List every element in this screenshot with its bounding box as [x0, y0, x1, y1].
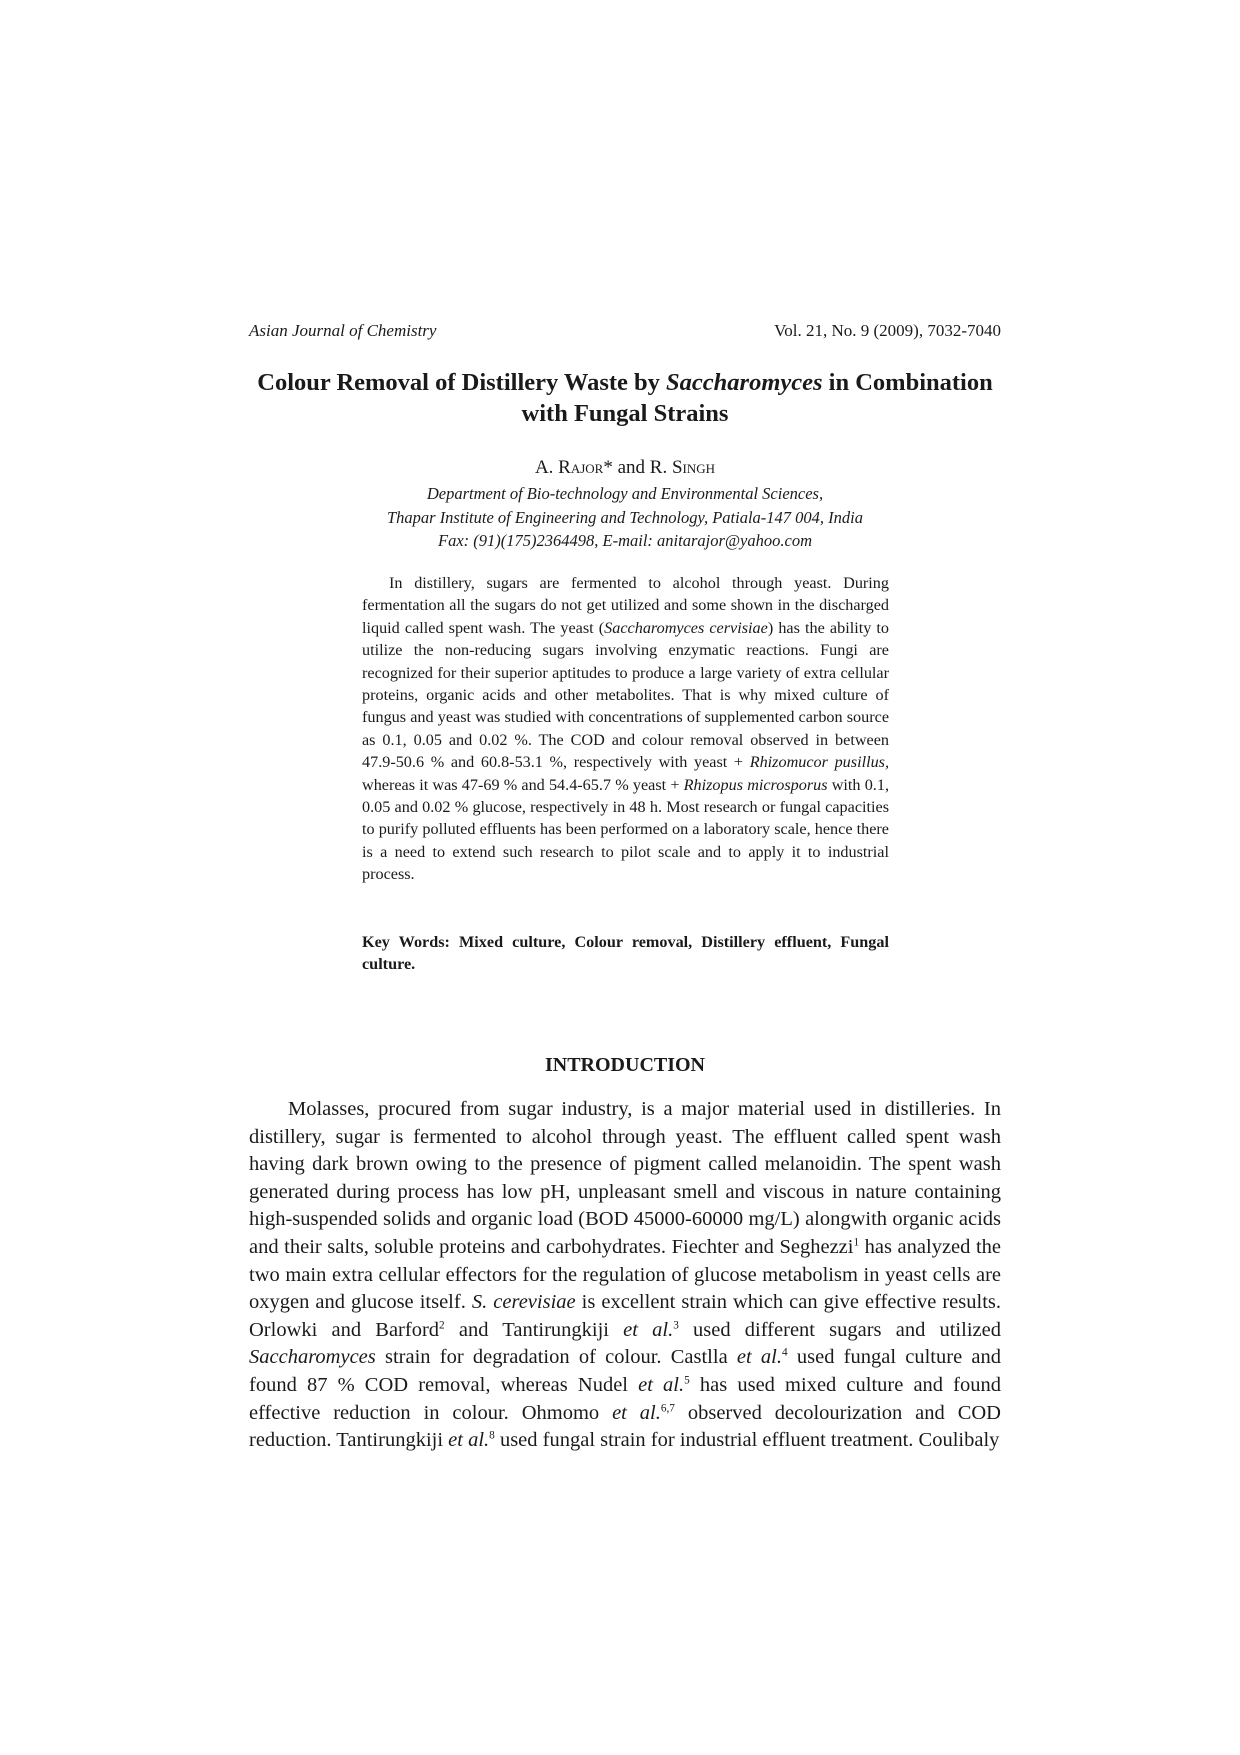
citation-ref: 3 — [673, 1319, 679, 1332]
title-part: in Combination with Fungal Strains — [521, 369, 993, 427]
et-al: et al. — [448, 1429, 490, 1452]
author-initial: A. — [534, 457, 559, 478]
body-text: strain for degradation of colour. Castlla — [375, 1346, 737, 1369]
author-list — [249, 456, 1001, 480]
abstract-species: Saccharomyces cervisiae — [604, 618, 768, 637]
abstract-text: with 0.1, 0.05 and 0.02 % glucose, respectively in 48 h. Most research or fungal capacities to purify polluted effluents has been performed on a laboratory scale, hence there is a need to extend such research to pilot scale and to apply it to industrial process. — [362, 775, 889, 884]
et-al: et al. — [638, 1373, 685, 1396]
body-text: used fungal culture and found 87 % COD removal, whereas Nudel — [249, 1346, 1001, 1396]
body-text: Molasses, procured from sugar industry, is a major material used in distilleries. In distillery, sugar is fermented to alcohol through yeast. The effluent called spent wash having dark brown owing to the presence of pigment called melanoidin. The spent wash generated during process has low pH, unpleasant smell and viscous in nature containing high-suspended solids and organic load (BOD 45000-60000 mg/L) alongwith organic acids and their salts, soluble proteins and carbohydrates. Fiechter and Seghezzi — [249, 1098, 1001, 1258]
body-text: used fungal strain for industrial effluent treatment. Coulibaly — [494, 1429, 1000, 1452]
corresponding-mark: * — [603, 457, 613, 478]
author-initial: R. — [649, 457, 672, 478]
body-text: used different sugars and utilized — [678, 1318, 1001, 1341]
et-al: et al. — [623, 1318, 674, 1341]
body-text: observed decolourization and COD reduction. Tantirungkiji — [249, 1401, 1001, 1452]
abstract — [362, 572, 889, 886]
species-name: Saccharomyces — [249, 1346, 376, 1369]
author-conjunction: and — [612, 457, 650, 478]
citation-ref: 5 — [684, 1374, 690, 1387]
affiliation — [249, 482, 1001, 553]
abstract-species: Rhizopus microsporus — [683, 775, 828, 794]
affiliation-line: Thapar Institute of Engineering and Technology, Patiala-147 004, India — [386, 507, 864, 527]
introduction-paragraph — [249, 1096, 1001, 1455]
journal-name: Asian Journal of Chemistry — [249, 321, 437, 340]
citation-ref: 2 — [439, 1319, 445, 1332]
section-heading: INTRODUCTION — [544, 1054, 706, 1076]
body-text: has used mixed culture and found effective reduction in colour. Ohmomo — [249, 1373, 1002, 1424]
author-surname: Rajor — [558, 457, 604, 478]
title-part: Colour Removal of Distillery Waste by — [257, 369, 667, 396]
abstract-text: whereas it was 47-69 % and 54.4-65.7 % yeast + — [362, 775, 684, 794]
title-italic-part: Saccharomyces — [666, 369, 823, 396]
et-al: et al. — [736, 1346, 782, 1369]
citation-ref: 6,7 — [660, 1402, 675, 1415]
body-text: is excellent strain which can give effective results. Orlowki and Barford — [249, 1291, 1001, 1341]
et-al: et al. — [612, 1401, 661, 1424]
abstract-species: Rhizomucor pusillus, — [749, 753, 890, 772]
citation-ref: 1 — [853, 1236, 860, 1249]
volume-info: Vol. 21, No. 9 (2009), 7032-7040 — [774, 321, 1001, 340]
citation-ref: 8 — [489, 1429, 495, 1442]
body-text: has analyzed the two main extra cellular effectors for the regulation of glucose metabolism in yeast cells are oxygen and glucose itself. — [249, 1235, 1001, 1314]
author-surname: Singh — [671, 457, 716, 478]
body-text: and Tantirungkiji — [444, 1318, 624, 1341]
paper-title — [249, 367, 1001, 429]
keywords: Key Words: Mixed culture, Colour removal, Distillery effluent, Fungal culture. — [362, 933, 889, 974]
abstract-text: ) has the ability to utilize the non-reducing sugars involving enzymatic reactions. Fungi are recognized for their superior aptitudes to produce a large variety of extra cellular proteins, organic acids and other metabolites. That is why mixed culture of fungus and yeast was studied with concentrations of supplemented carbon source as 0.1, 0.05 and 0.02 %. The COD and colour removal observed in between 47.9-50.6 % and 60.8-53.1 %, respectively with yeast + — [362, 618, 889, 772]
affiliation-contact: Fax: (91)(175)2364498, E-mail: anitarajor@yahoo.com — [438, 531, 812, 550]
abstract-text: In distillery, sugars are fermented to alcohol through yeast. During fermentation all the sugars do not get utilized and some shown in the discharged liquid called spent wash. The yeast ( — [362, 574, 889, 637]
citation-ref: 4 — [782, 1347, 788, 1360]
affiliation-line: Department of Bio-technology and Environmental Sciences, — [426, 484, 824, 503]
species-name: S. cerevisiae — [471, 1291, 576, 1314]
